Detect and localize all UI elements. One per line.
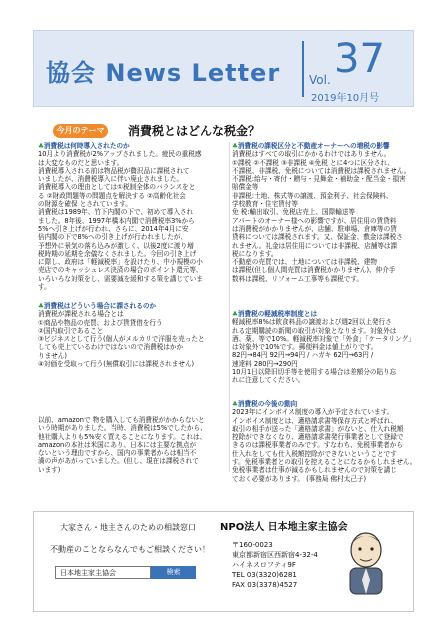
text-line: インボイス制度とは、適格請求書等保存方式と呼ばれ、	[232, 416, 398, 425]
issue-date: 2019年10月号	[311, 93, 380, 104]
text-line: 控除ができなくなり、適格請求書発行事業者として登録で	[232, 433, 404, 442]
text-line: ておく必要があります。 (事務局 佛村太己子)	[232, 474, 367, 483]
text-line: は課税(但し個人間売買は消費税かかりません)、仲介手	[232, 266, 396, 275]
text-line: 10月より消費税が2%アップされました。疲民の重税感	[38, 150, 202, 159]
text-line: amazonの本社は米国にあり、日本には主要な拠点が	[38, 440, 197, 449]
text-line: 消費税はすべての取引にかかるわけではありません。	[232, 150, 391, 159]
search-button[interactable]: 検索	[151, 566, 196, 579]
text-line: きるのは課税事業者のみです。すなわち、免税事業者から	[232, 441, 403, 450]
column-divider	[229, 142, 230, 472]
text-line: 税時期の延期を余儀なくされました。今回の引き上げ	[38, 249, 197, 258]
theme-title: 消費税とはどんな税金？	[128, 124, 261, 138]
text-line: る ②財政問題等の問題点を解決する ②高齢化社会	[38, 191, 186, 200]
text-line: ①課税 ②不課税 ③非課税 ④免税 とに4つに区分され、	[232, 158, 394, 167]
clover-icon: ♣	[38, 302, 44, 310]
text-line: れる定期購読の新聞の取引が対象となります。対象外は	[232, 326, 397, 335]
clover-icon: ♣	[232, 142, 238, 150]
text-line: いましたが、消費税導入に伴い廃止されました。	[38, 175, 184, 184]
text-line: ④対価を受取って行う(無償取引には課税されません)	[38, 360, 195, 369]
text-line: 軽減税率8%は飲食料品の譲渡および週2回以上発行さ	[232, 318, 392, 327]
text-line: 予想外に景気の落ち込みが激しく、以後2度に渡り増	[38, 241, 194, 250]
text-line: 82円→84円 92円→94円 / ハガキ 62円→63円 /	[232, 351, 374, 360]
text-line: に際し、政府は「軽減税率」を設けたり、中小規模の小	[38, 258, 203, 267]
text-line: 倍内閣の下で8%への引き上げが行われましたが、	[38, 233, 187, 242]
text-line: ②国内取引であること	[38, 326, 104, 335]
text-line: ました。8年後、1997年橋本内閣で消費税率3%から	[38, 216, 195, 225]
text-line: 不課税、非課税、免税については消費税は課税されません。	[232, 166, 411, 175]
newsletter-title: 協会 News Letter	[46, 59, 281, 87]
text-line: 貸料については課税されます。又、保証金、敷金は課税さ	[232, 233, 403, 242]
section-heading: ♣消費税はどういう場合に課されるのか	[38, 302, 157, 310]
section-heading: ♣消費税の課税区分と不動産オーナーへの増税の影響	[232, 142, 390, 150]
text-line: 不課税:給与・寄付・贈与・見舞金・補助金・配当金・損害	[232, 175, 406, 184]
text-line: 取引の相手が送った「適格請求書」がないと、仕入れ税額	[232, 424, 404, 433]
clover-icon: ♣	[38, 142, 44, 150]
text-line: 速達料 280円→290円	[232, 359, 298, 368]
mascot-illustration	[340, 528, 392, 598]
section-heading: ♣消費税は何時導入されたのか	[38, 142, 130, 150]
organization-name: NPO法人 日本地主家主協会	[220, 522, 348, 533]
section-amazon-note	[38, 416, 228, 474]
section-when-taxed	[38, 302, 228, 368]
contact-address	[232, 540, 318, 590]
text-line: ないという理由ですから、国内の事業者からは相当不	[38, 449, 197, 458]
text-line: す。免税事業者との取引を控えることになるかもしれません。	[232, 458, 417, 467]
text-line: 数料は課税、リフォーム工事等も課税です。	[232, 274, 364, 283]
text-line: ①商品や物品の売買、および賃貸借を行う	[38, 318, 163, 327]
masthead-divider	[302, 41, 304, 97]
consultation-heading: 大家さん・地主さんのための相談窓口	[60, 523, 196, 532]
issue-number: 37	[334, 36, 385, 82]
text-line: 10月1日以降旧切手等を使用する場合は差額分の貼り忘	[232, 368, 397, 377]
address-line: 東京都新宿区西新宿4-32-4	[232, 551, 318, 559]
text-line: す。	[38, 283, 51, 292]
clover-icon: ♣	[232, 310, 238, 318]
text-line: 5%へ引き上げが行われ、さらに、2014年4月に安	[38, 224, 189, 233]
text-line: います)	[38, 465, 61, 474]
section-heading: ♣消費税の軽減税率制度とは	[232, 310, 318, 318]
section-tax-categories	[232, 142, 418, 283]
text-line: 酒、薬、等で10%。軽減税率対象で「外食」「ケータリング」	[232, 334, 415, 343]
text-line: 税になります。	[232, 249, 278, 258]
text-line: 賠償金等	[232, 183, 259, 192]
text-line: 以前、amazonで 物を購入しても消費税がかからないと	[38, 416, 205, 424]
text-line: 満の声があがっていました。(但し、現在は課税されて	[38, 457, 199, 466]
text-line: ③ビジネスとして行う(個人がメルカリで洋服を売ったと	[38, 335, 205, 344]
text-line: りません)	[38, 351, 67, 360]
text-line: は大変なものだと思います。	[38, 158, 124, 167]
text-line: 消費税導入される前は物品税が贅沢品に課税されて	[38, 166, 190, 175]
text-line: いう時期がありました。当時、消費税は5%でしたから、	[38, 424, 207, 433]
text-line: しても売上ているわけではないので消費税はかか	[38, 343, 184, 352]
text-line: 免 税:輸出取引、免税店売上、国際輸送等	[232, 208, 356, 217]
section-reduced-rate	[232, 310, 418, 385]
address-line: ハイネスロフティ9F	[232, 561, 296, 569]
section-future-trend	[232, 400, 418, 483]
text-line: 他社購入よりも5%安く買えることになります。これは、	[38, 432, 207, 441]
consultation-message: 不動産のことならなんでもご相談ください！	[50, 545, 210, 554]
text-line: 売店でのキャッシュレス決済の場合のポイント還元等、	[38, 266, 203, 275]
text-line: 免税事業者は仕事が減るかもしれませんので対策を講じ	[232, 466, 397, 475]
text-line: は対象外で10%です。郵便料金は値上がりです。	[232, 343, 378, 352]
text-line: 消費税は1989年、竹下内閣の下で、初めて導入され	[38, 208, 194, 217]
text-line: 非課税:土地、株式等の譲渡、預金利子、社会保険料、	[232, 191, 393, 200]
fax-number: FAX 03(3378)4527	[232, 581, 298, 589]
text-line: 不動産の売買では、土地については非課税、建物	[232, 258, 377, 267]
phone-number: TEL 03(3320)6281	[232, 571, 297, 579]
text-line: 消費税導入の理由としては①税制全体のバランスをと	[38, 183, 196, 192]
search-input[interactable]: 日本地主家主協会	[55, 566, 151, 579]
clover-icon: ♣	[232, 400, 238, 408]
section-heading: ♣消費税の今後の動向	[232, 400, 298, 408]
text-line: 仕入れをしても仕入税額控除ができないということです	[232, 449, 397, 458]
text-line: は消費税がかかりませんが、店舗、駐車場、倉庫等の賃	[232, 224, 397, 233]
text-line: 消費税が課税される場合とは	[38, 310, 124, 319]
postal-code: 〒160-0023	[232, 541, 273, 549]
text-line: の財源を確保 とされています。	[38, 200, 132, 209]
text-line: れません。礼金は居住用については非課税、店舗等は課	[232, 241, 398, 250]
theme-badge: 今月のテーマ	[53, 124, 108, 138]
text-line: 2023年にインボイス制度の導入が予定されています。	[232, 408, 394, 417]
section-when-introduced	[38, 142, 228, 291]
text-line: れに注意してください。	[232, 376, 305, 385]
vol-label: Vol.	[309, 73, 331, 87]
text-line: いろいろな対策をし、需要減を緩和する策を講じていま	[38, 274, 203, 283]
text-line: 学校教育・住宅賃付等	[232, 200, 298, 209]
text-line: アパートのオーナー様への影響ですが、居住用の賃貸料	[232, 216, 397, 225]
masthead	[33, 30, 414, 107]
